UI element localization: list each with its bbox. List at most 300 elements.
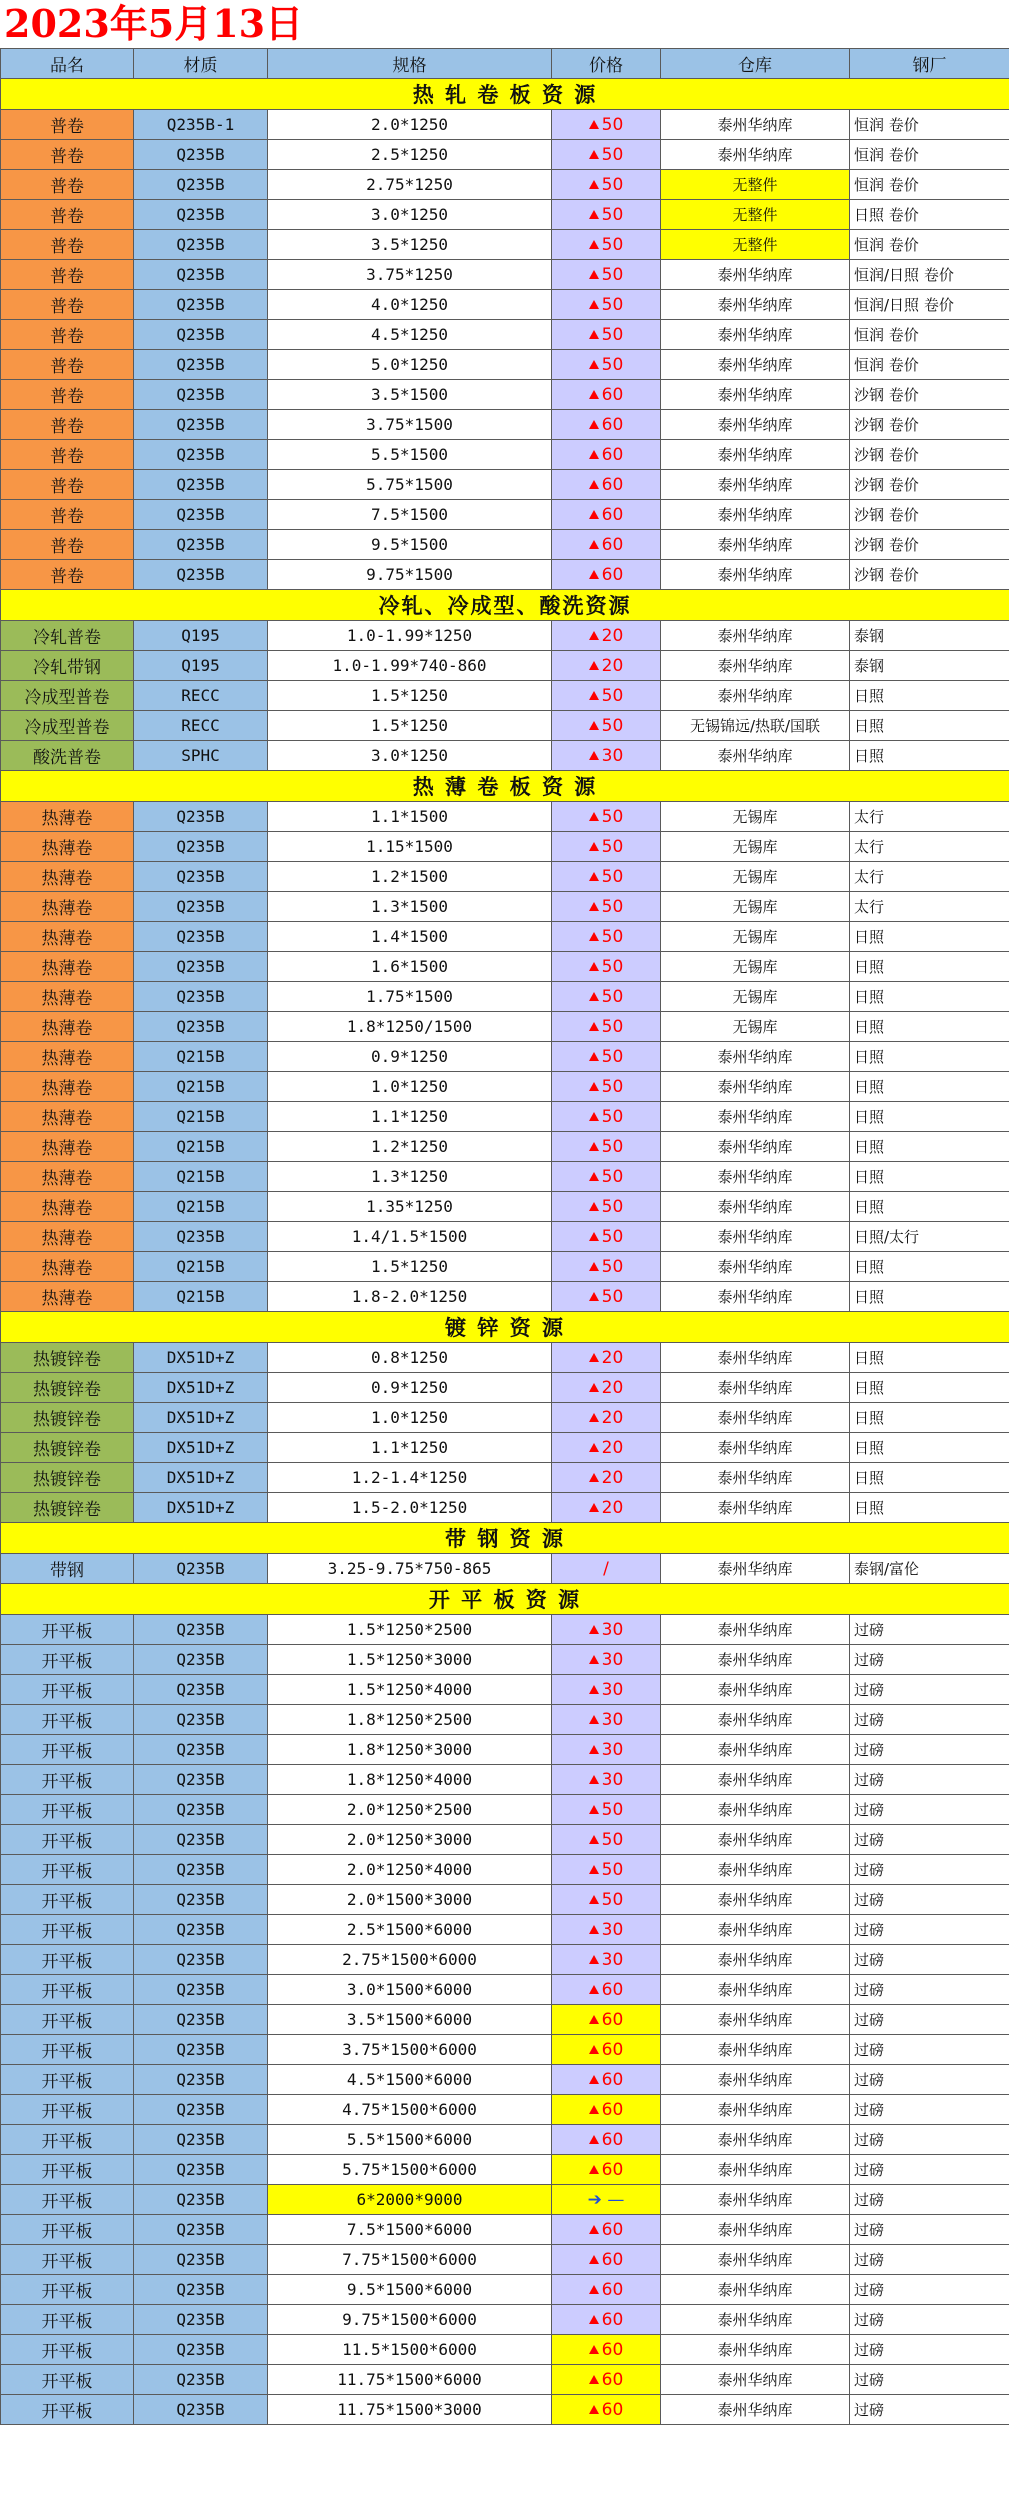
arrow-up-icon [589, 1262, 599, 1271]
price-value: 50 [601, 1016, 624, 1037]
price-value: 30 [601, 1769, 624, 1790]
table-row [1, 380, 1009, 410]
price-value: 60 [601, 2159, 624, 2180]
arrow-up-icon [589, 1022, 599, 1031]
mill-cell: 过磅 [850, 2245, 1009, 2275]
price-cell [552, 952, 661, 982]
mill-cell: 日照 卷价 [850, 200, 1009, 230]
material-cell: SPHC [134, 741, 268, 771]
mill-cell: 太行 [850, 832, 1009, 862]
spec-cell: 7.5*1500*6000 [268, 2215, 552, 2245]
price-cell [552, 2215, 661, 2245]
product-name-cell: 热薄卷 [1, 1012, 134, 1042]
table-row [1, 440, 1009, 470]
table-row [1, 1012, 1009, 1042]
arrow-up-icon [589, 691, 599, 700]
material-cell: DX51D+Z [134, 1403, 268, 1433]
spec-cell: 1.75*1500 [268, 982, 552, 1012]
price-value: 60 [601, 2099, 624, 2120]
table-row [1, 1825, 1009, 1855]
page-title: 2023年5月13日 [4, 1, 304, 46]
mill-cell: 恒润/日照 卷价 [850, 260, 1009, 290]
table-row [1, 1192, 1009, 1222]
table-row [1, 952, 1009, 982]
warehouse-cell: 泰州华纳库 [661, 410, 850, 440]
table-row [1, 1373, 1009, 1403]
spec-cell: 1.15*1500 [268, 832, 552, 862]
mill-cell: 日照 [850, 1373, 1009, 1403]
material-cell: Q235B [134, 1705, 268, 1735]
table-row [1, 290, 1009, 320]
arrow-up-icon [589, 872, 599, 881]
arrow-up-icon [589, 1443, 599, 1452]
mill-cell: 日照/太行 [850, 1222, 1009, 1252]
material-cell: Q235B [134, 2185, 268, 2215]
mill-cell: 过磅 [850, 2035, 1009, 2065]
material-cell: Q235B [134, 2395, 268, 2425]
mill-cell: 日照 [850, 1192, 1009, 1222]
arrow-up-icon [589, 1895, 599, 1904]
product-name-cell: 普卷 [1, 110, 134, 140]
price-value: 20 [601, 1437, 624, 1458]
spec-cell: 1.4/1.5*1500 [268, 1222, 552, 1252]
price-cell [552, 2005, 661, 2035]
table-row [1, 1072, 1009, 1102]
table-row [1, 892, 1009, 922]
material-cell: DX51D+Z [134, 1493, 268, 1523]
table-row [1, 982, 1009, 1012]
mill-cell: 日照 [850, 922, 1009, 952]
price-value: 60 [601, 1979, 624, 2000]
material-cell: Q235B [134, 1615, 268, 1645]
mill-cell: 日照 [850, 1433, 1009, 1463]
spec-cell: 7.75*1500*6000 [268, 2245, 552, 2275]
product-name-cell: 热镀锌卷 [1, 1433, 134, 1463]
arrow-up-icon [589, 1232, 599, 1241]
warehouse-cell: 泰州华纳库 [661, 440, 850, 470]
spec-cell: 3.5*1500*6000 [268, 2005, 552, 2035]
table-row [1, 170, 1009, 200]
price-cell [552, 1192, 661, 1222]
warehouse-cell: 泰州华纳库 [661, 110, 850, 140]
mill-cell: 过磅 [850, 1885, 1009, 1915]
mill-cell: 沙钢 卷价 [850, 440, 1009, 470]
warehouse-cell: 泰州华纳库 [661, 2125, 850, 2155]
price-cell [552, 1463, 661, 1493]
price-cell [552, 862, 661, 892]
mill-cell: 日照 [850, 1042, 1009, 1072]
table-row [1, 1222, 1009, 1252]
arrow-up-icon [589, 812, 599, 821]
table-row [1, 1554, 1009, 1584]
product-name-cell: 普卷 [1, 230, 134, 260]
price-cell [552, 1885, 661, 1915]
material-cell: Q235B [134, 560, 268, 590]
header-price: 价格 [552, 49, 661, 79]
material-cell: Q235B [134, 2275, 268, 2305]
material-cell: Q235B [134, 2155, 268, 2185]
mill-cell: 恒润 卷价 [850, 140, 1009, 170]
price-value: 20 [601, 1467, 624, 1488]
price-cell [552, 2125, 661, 2155]
table-row [1, 1343, 1009, 1373]
arrow-up-icon [589, 2075, 599, 2084]
table-row [1, 1855, 1009, 1885]
price-cell [552, 2155, 661, 2185]
price-cell [552, 560, 661, 590]
product-name-cell: 开平板 [1, 1945, 134, 1975]
product-name-cell: 热镀锌卷 [1, 1403, 134, 1433]
arrow-up-icon [589, 1413, 599, 1422]
price-value: 30 [601, 745, 624, 766]
mill-cell: 日照 [850, 952, 1009, 982]
warehouse-cell: 泰州华纳库 [661, 2245, 850, 2275]
mill-cell: 过磅 [850, 2215, 1009, 2245]
warehouse-cell: 无锡库 [661, 1012, 850, 1042]
price-value: 50 [601, 144, 624, 165]
product-name-cell: 开平板 [1, 1765, 134, 1795]
mill-cell: 过磅 [850, 1675, 1009, 1705]
warehouse-cell: 泰州华纳库 [661, 1102, 850, 1132]
price-cell [552, 892, 661, 922]
material-cell: Q235B [134, 200, 268, 230]
warehouse-cell: 泰州华纳库 [661, 350, 850, 380]
section-header [1, 590, 1009, 621]
product-name-cell: 酸洗普卷 [1, 741, 134, 771]
price-cell [552, 2095, 661, 2125]
spec-cell: 1.0*1250 [268, 1403, 552, 1433]
spec-cell: 1.3*1500 [268, 892, 552, 922]
table-row [1, 711, 1009, 741]
spec-cell: 9.75*1500 [268, 560, 552, 590]
mill-cell: 太行 [850, 892, 1009, 922]
price-cell [552, 500, 661, 530]
material-cell: Q235B [134, 1222, 268, 1252]
price-cell [552, 832, 661, 862]
spec-cell: 1.4*1500 [268, 922, 552, 952]
arrow-up-icon [589, 420, 599, 429]
spec-cell: 2.75*1250 [268, 170, 552, 200]
table-row [1, 1433, 1009, 1463]
price-table [0, 48, 1009, 2425]
product-name-cell: 开平板 [1, 1735, 134, 1765]
warehouse-cell: 泰州华纳库 [661, 2365, 850, 2395]
material-cell: Q235B [134, 952, 268, 982]
spec-cell: 9.75*1500*6000 [268, 2305, 552, 2335]
section-header [1, 1312, 1009, 1343]
arrow-up-icon [589, 1925, 599, 1934]
spec-cell: 4.5*1250 [268, 320, 552, 350]
price-value: 50 [601, 1046, 624, 1067]
product-name-cell: 开平板 [1, 1885, 134, 1915]
product-name-cell: 开平板 [1, 2305, 134, 2335]
price-value: 20 [601, 625, 624, 646]
arrow-up-icon [589, 1353, 599, 1362]
product-name-cell: 热薄卷 [1, 802, 134, 832]
arrow-right-icon: ➔ [587, 2189, 608, 2210]
product-name-cell: 冷轧普卷 [1, 621, 134, 651]
product-name-cell: 开平板 [1, 2005, 134, 2035]
price-cell [552, 1765, 661, 1795]
material-cell: Q235B-1 [134, 110, 268, 140]
price-cell [552, 2335, 661, 2365]
warehouse-cell: 无锡库 [661, 862, 850, 892]
price-cell [552, 1975, 661, 2005]
price-cell [552, 1945, 661, 1975]
table-row [1, 2395, 1009, 2425]
price-value: 60 [601, 2339, 624, 2360]
product-name-cell: 开平板 [1, 1915, 134, 1945]
price-value: 50 [601, 926, 624, 947]
price-value: 60 [601, 2219, 624, 2240]
table-row [1, 621, 1009, 651]
mill-cell: 过磅 [850, 1735, 1009, 1765]
spec-cell: 2.0*1250 [268, 110, 552, 140]
product-name-cell: 普卷 [1, 140, 134, 170]
price-cell [552, 2065, 661, 2095]
price-cell [552, 1162, 661, 1192]
mill-cell: 过磅 [850, 2005, 1009, 2035]
price-cell [552, 1615, 661, 1645]
spec-cell: 4.5*1500*6000 [268, 2065, 552, 2095]
spec-cell: 1.35*1250 [268, 1192, 552, 1222]
material-cell: DX51D+Z [134, 1343, 268, 1373]
mill-cell: 日照 [850, 1282, 1009, 1312]
mill-cell: 沙钢 卷价 [850, 380, 1009, 410]
arrow-up-icon [589, 390, 599, 399]
spec-cell: 1.8*1250*3000 [268, 1735, 552, 1765]
price-value: 60 [601, 564, 624, 585]
warehouse-cell: 泰州华纳库 [661, 2095, 850, 2125]
product-name-cell: 热薄卷 [1, 1042, 134, 1072]
arrow-up-icon [589, 1805, 599, 1814]
price-value: 60 [601, 2279, 624, 2300]
material-cell: Q235B [134, 982, 268, 1012]
header-mill: 钢厂 [850, 49, 1009, 79]
mill-cell: 过磅 [850, 2125, 1009, 2155]
arrow-up-icon [589, 1473, 599, 1482]
arrow-up-icon [589, 751, 599, 760]
spec-cell: 1.0*1250 [268, 1072, 552, 1102]
price-cell [552, 410, 661, 440]
table-body [1, 79, 1009, 2425]
price-cell [552, 1373, 661, 1403]
arrow-up-icon [589, 1715, 599, 1724]
price-value: 60 [601, 444, 624, 465]
mill-cell: 日照 [850, 1132, 1009, 1162]
product-name-cell: 开平板 [1, 1825, 134, 1855]
section-title: 热 轧 卷 板 资 源 [1, 79, 1009, 110]
mill-cell: 日照 [850, 1012, 1009, 1042]
mill-cell: 过磅 [850, 2095, 1009, 2125]
spec-cell: 1.1*1500 [268, 802, 552, 832]
table-row [1, 410, 1009, 440]
material-cell: Q215B [134, 1042, 268, 1072]
arrow-up-icon [589, 932, 599, 941]
price-cell [552, 1102, 661, 1132]
price-cell [552, 922, 661, 952]
price-value: 30 [601, 1919, 624, 1940]
spec-cell: 1.0-1.99*740-860 [268, 651, 552, 681]
mill-cell: 日照 [850, 1102, 1009, 1132]
material-cell: Q215B [134, 1282, 268, 1312]
product-name-cell: 普卷 [1, 410, 134, 440]
warehouse-cell: 泰州华纳库 [661, 1072, 850, 1102]
mill-cell: 日照 [850, 1403, 1009, 1433]
table-row [1, 2065, 1009, 2095]
table-row [1, 470, 1009, 500]
arrow-up-icon [589, 570, 599, 579]
price-cell [552, 1012, 661, 1042]
product-name-cell: 开平板 [1, 2395, 134, 2425]
warehouse-cell: 泰州华纳库 [661, 1705, 850, 1735]
mill-cell: 日照 [850, 711, 1009, 741]
arrow-up-icon [589, 1835, 599, 1844]
price-value: 60 [601, 414, 624, 435]
price-cell [552, 1825, 661, 1855]
price-cell [552, 1282, 661, 1312]
warehouse-cell: 泰州华纳库 [661, 290, 850, 320]
price-value: 50 [601, 1106, 624, 1127]
price-value: 60 [601, 2249, 624, 2270]
price-cell [552, 2035, 661, 2065]
price-value: 30 [601, 1619, 624, 1640]
price-cell [552, 1132, 661, 1162]
table-row [1, 530, 1009, 560]
section-header [1, 79, 1009, 110]
arrow-up-icon [589, 540, 599, 549]
price-value: 60 [601, 504, 624, 525]
section-title: 镀 锌 资 源 [1, 1312, 1009, 1343]
arrow-up-icon [589, 180, 599, 189]
material-cell: Q235B [134, 2065, 268, 2095]
header-warehouse: 仓库 [661, 49, 850, 79]
material-cell: Q215B [134, 1162, 268, 1192]
warehouse-cell: 无锡库 [661, 952, 850, 982]
arrow-up-icon [589, 2255, 599, 2264]
arrow-up-icon [589, 2405, 599, 2414]
table-row [1, 1282, 1009, 1312]
mill-cell: 过磅 [850, 1795, 1009, 1825]
price-value: 60 [601, 2129, 624, 2150]
product-name-cell: 热薄卷 [1, 1222, 134, 1252]
mill-cell: 日照 [850, 1072, 1009, 1102]
price-value: 50 [601, 956, 624, 977]
arrow-up-icon [589, 2105, 599, 2114]
spec-cell: 5.5*1500*6000 [268, 2125, 552, 2155]
material-cell: Q235B [134, 1735, 268, 1765]
header-material: 材质 [134, 49, 268, 79]
price-value: 20 [601, 1377, 624, 1398]
table-row [1, 1645, 1009, 1675]
mill-cell: 过磅 [850, 2365, 1009, 2395]
material-cell: Q235B [134, 1855, 268, 1885]
price-value: 50 [601, 1829, 624, 1850]
product-name-cell: 普卷 [1, 350, 134, 380]
arrow-up-icon [589, 2045, 599, 2054]
mill-cell: 过磅 [850, 1945, 1009, 1975]
section-title: 开 平 板 资 源 [1, 1584, 1009, 1615]
warehouse-cell: 泰州华纳库 [661, 2335, 850, 2365]
arrow-up-icon [589, 661, 599, 670]
table-row [1, 1675, 1009, 1705]
table-row [1, 500, 1009, 530]
arrow-up-icon [589, 902, 599, 911]
mill-cell: 日照 [850, 1252, 1009, 1282]
material-cell: Q235B [134, 350, 268, 380]
table-row [1, 2035, 1009, 2065]
spec-cell: 1.2*1250 [268, 1132, 552, 1162]
warehouse-cell: 无锡库 [661, 802, 850, 832]
material-cell: Q235B [134, 892, 268, 922]
arrow-up-icon [589, 2015, 599, 2024]
price-value: 30 [601, 1649, 624, 1670]
mill-cell: 泰钢/富伦 [850, 1554, 1009, 1584]
price-value: 50 [601, 1226, 624, 1247]
warehouse-cell: 泰州华纳库 [661, 651, 850, 681]
price-cell [552, 2185, 661, 2215]
material-cell: Q235B [134, 260, 268, 290]
mill-cell: 过磅 [850, 1825, 1009, 1855]
material-cell: Q235B [134, 1915, 268, 1945]
warehouse-cell: 泰州华纳库 [661, 320, 850, 350]
price-value: 50 [601, 204, 624, 225]
section-header [1, 1523, 1009, 1554]
price-value: 60 [601, 2369, 624, 2390]
price-cell [552, 230, 661, 260]
warehouse-cell: 泰州华纳库 [661, 1343, 850, 1373]
price-value: 50 [601, 986, 624, 1007]
warehouse-cell: 泰州华纳库 [661, 2305, 850, 2335]
price-value: 50 [601, 806, 624, 827]
material-cell: Q235B [134, 170, 268, 200]
arrow-up-icon [589, 1172, 599, 1181]
product-name-cell: 普卷 [1, 170, 134, 200]
price-cell [552, 1433, 661, 1463]
table-row [1, 2335, 1009, 2365]
warehouse-cell: 无整件 [661, 200, 850, 230]
price-value: 20 [601, 1497, 624, 1518]
price-value: 50 [601, 1256, 624, 1277]
warehouse-cell: 泰州华纳库 [661, 1252, 850, 1282]
mill-cell: 日照 [850, 1162, 1009, 1192]
table-row [1, 1615, 1009, 1645]
warehouse-cell: 泰州华纳库 [661, 1645, 850, 1675]
material-cell: Q235B [134, 2215, 268, 2245]
arrow-up-icon [589, 992, 599, 1001]
arrow-up-icon [589, 150, 599, 159]
spec-cell: 1.5*1250 [268, 681, 552, 711]
warehouse-cell: 泰州华纳库 [661, 741, 850, 771]
table-row [1, 1885, 1009, 1915]
warehouse-cell: 泰州华纳库 [661, 621, 850, 651]
spec-cell: 3.75*1500 [268, 410, 552, 440]
price-cell [552, 1795, 661, 1825]
arrow-up-icon [589, 360, 599, 369]
mill-cell: 过磅 [850, 1855, 1009, 1885]
spec-cell: 3.75*1500*6000 [268, 2035, 552, 2065]
arrow-up-icon [589, 270, 599, 279]
product-name-cell: 开平板 [1, 2365, 134, 2395]
price-cell [552, 1252, 661, 1282]
product-name-cell: 热薄卷 [1, 952, 134, 982]
price-value: 60 [601, 534, 624, 555]
spec-cell: 5.75*1500 [268, 470, 552, 500]
spec-cell: 0.9*1250 [268, 1373, 552, 1403]
warehouse-cell: 无整件 [661, 230, 850, 260]
warehouse-cell: 泰州华纳库 [661, 500, 850, 530]
material-cell: Q235B [134, 2335, 268, 2365]
